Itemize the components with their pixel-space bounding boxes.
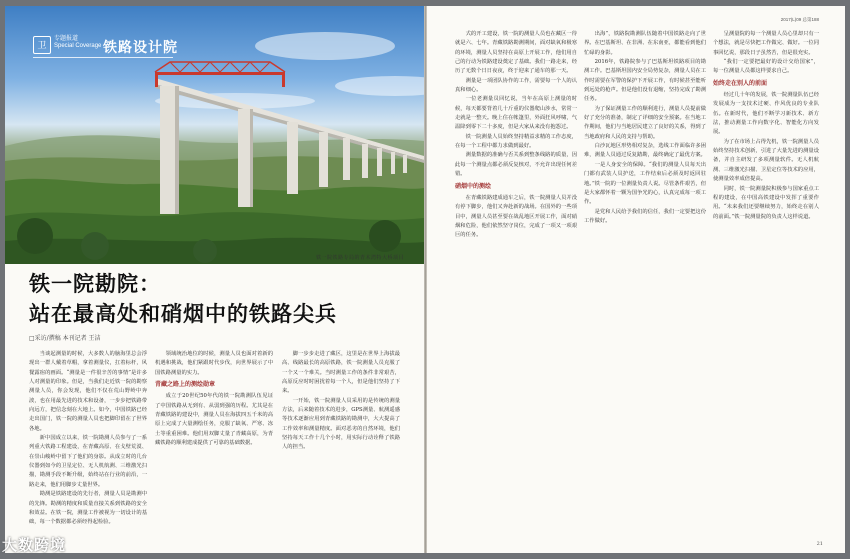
page-number: 21 bbox=[816, 541, 823, 547]
column-badge: 卫 bbox=[33, 36, 51, 54]
header-divider bbox=[33, 57, 173, 58]
paragraph: 成立于20世纪50年代的铁一院勘测队伍见证了中国铁路从无到有、从弱到强的历程。尤其是在青藏铁路的建设中，测量人员在海拔四五千米的高原上完成了大量测绘任务，克服了缺氧、严寒、冻土等重重困难。他们用双脚丈量了青藏高原，为青藏铁路的顺利建成提供了可靠的基础数据。 bbox=[155, 393, 273, 447]
paragraph: 当谈起测量的时候，大多数人的脑海里总会浮现出一群人戴着草帽，拿着测量仪，扛着标杆，风餐露宿的画面。“测量是一件很辛苦的事情”是许多人对测量的印象。但是，当我们走近铁一院的勘察测量人员，你会发现，他们不仅在荒山野岭中奔波，也在用最先进的技术和设备，一步步把铁路带向远方，把信念刻在大地上。如今，中国铁路已经走出国门，铁一院的测量人员也把脚印留在了世界各地。 bbox=[29, 351, 147, 432]
paragraph: 新中国成立以来，铁一院勘测人员参与了一系列重大铁路工程建设，在青藏高原、在戈壁荒漠、在崇山峻岭中留下了他们的身影。从成立时的几台仪器到如今的卫星定位、无人机航测、三维激光扫描，勘测手段不断升级，始终站在行业的前沿，一路走来，他们用脚步丈量世界。 bbox=[29, 435, 147, 488]
paragraph: 式的开工建设，铁一院的测量人员也在藏区一待就是六、七年。青藏铁路勘测期间，面对缺氧和极寒的环境，测量人员坚持在高原上开展工作，他们用自己的行动为铁路建设奠定了基础。我们一路走来，经历了无数个日日夜夜，终于迎来了通车的那一天。 bbox=[455, 31, 577, 75]
paragraph: 测量是一项团队协作的工作，需要每一个人的认真和细心。 bbox=[455, 77, 577, 94]
paragraph: 勘测是铁路建设的先行者，测量人员是勘测中的先锋。勘测的精度和质量直接关系到铁路的安全和效益。在铁一院，测量工作被视为一切设计的基础，每一个数据都必须经得起检验。 bbox=[29, 491, 147, 526]
issue-info: 2017(L)09 总第188 bbox=[780, 17, 819, 22]
paragraph: 一位老测量员回忆说，当年在高原上测量的时候，每天都要背着几十斤重的仪器爬山涉水，常常一走就是一整天。晚上住在帐篷里，外面狂风呼啸，气温降到零下二十多度，但是大家从来没有抱怨过。 bbox=[455, 96, 577, 131]
paragraph: 铁一院测量人员始终坚持精益求精的工作态度，在每一个工程中都力求做到最好。 bbox=[455, 133, 577, 150]
section-title: 铁路设计院 bbox=[103, 39, 178, 55]
body-column-4 bbox=[455, 30, 577, 538]
paragraph: 脚一步步走进了藏区，这里是在世界上海拔最高、线路最长的高原铁路，铁一院测量人员克服了一个又一个难关。当时测量工作的条件非常艰苦，高原反应时时困扰着每一个人，但是他们坚持了下来。 bbox=[282, 351, 400, 395]
article-title-line2: 站在最高处和硝烟中的铁路尖兵 bbox=[29, 303, 337, 326]
body-column-5 bbox=[584, 30, 706, 538]
paragraph: 经过几十年的发展，铁一院测量队伍已经发展成为一支技术过硬、作风优良的专业队伍。在新时代，他们不断学习新技术、新方法，推动测量工作向数字化、智能化方向发展。 bbox=[713, 92, 819, 136]
paragraph: 是党和人民给予我们的信任，我们一定要把这份工作做好。 bbox=[584, 208, 706, 224]
paragraph: “我们一定要把最好的设计交给国家”，每一位测量人员都这样要求自己。 bbox=[713, 59, 819, 75]
watermark-logo: 大数跨境 bbox=[2, 537, 67, 554]
paragraph: 测量数据的准确与否关系到整条线路的质量，因此每一个测量点都必须反复核对，不允许出现任何差错。 bbox=[455, 152, 577, 178]
paragraph: 呈测量院的每一个测量人员心里却只有一个想法，就是尽快把工作做完、做好。一位同事回忆说，那段日子虽然苦，但是很充实。 bbox=[713, 31, 819, 56]
paragraph: 白沙瓦地区形势相对复杂，选线工作面临许多困难，测量人员通过反复踏勘，最终确定了最优方案。 bbox=[584, 143, 706, 159]
body-column-6 bbox=[713, 30, 819, 538]
body-column-1 bbox=[29, 350, 147, 545]
paragraph: 一是人身安全的保障。“我们的测量人员每天出门都有武装人员护送，工作结束后必须及时返回驻地。”铁一院的一位测量负责人说。尽管条件艰苦，但是大家都怀着一颗为国争光的心，认真完成每一项工作。 bbox=[584, 161, 706, 206]
subheading: 青藏之路上的测绘勋章 bbox=[155, 382, 216, 389]
paragraph: 为了保证测量工作的顺利进行，测量人员提前做好了充分的准备，制定了详细的安全预案。在当地工作期间，他们与当地居民建立了良好的关系，得到了当地政府和人民的支持与帮助。 bbox=[584, 105, 706, 140]
paragraph: 出海”，铁路院勘测队伍随着中国铁路走向了世界。在巴基斯坦、在非洲、在东南亚，都能看到他们忙碌的身影。 bbox=[584, 31, 706, 56]
paragraph: 一开始，铁一院测量人员采用的是传统的测量方法，后来随着技术的进步，GPS测量、航测遥感等技术逐渐应用到青藏铁路的勘测中，大大提高了工作效率和测量精度。面对恶劣的自然环境，他们坚持每天工作十几个小时，用实际行动诠释了铁路人的担当。 bbox=[282, 397, 400, 451]
paragraph: 2016年，铁路院参与了巴基斯坦铁路项目的勘测工作。巴基斯坦国内安全局势复杂，测量人员在工作时需要在军警的保护下开展工作，有时候甚至能听到远处的枪声。但是他们没有退缩，坚持完成了勘测任务。 bbox=[584, 59, 706, 103]
subheading: 始终走在别人的前面 bbox=[713, 80, 768, 87]
article-title-line1: 铁一院勘院： bbox=[29, 273, 161, 296]
paragraph: 在青藏铁路建成通车之后，铁一院测量人员并没有停下脚步，他们又奔赴新的战场。在国外的一些项目中，测量人员甚至要在战乱地区开展工作，面对硝烟和危险，他们依然坚守岗位，完成了一项又一项艰巨的任务。 bbox=[455, 194, 577, 239]
paragraph: 为了在市场上占得先机，铁一院测量人员始终坚持技术创新，引进了大量先进的测量设备，并自主研发了多项测量软件。无人机航测、三维激光扫描、卫星定位等技术的应用，使测量效率成倍提高。 bbox=[713, 138, 819, 183]
paragraph: 同时，铁一院测量院积极参与国家重点工程的建设，在中国高铁建设中发挥了重要作用。“未来我们还要继续努力，始终走在别人的前面。”铁一院测量院的负责人这样说道。 bbox=[713, 185, 819, 220]
left-page bbox=[5, 6, 424, 553]
paragraph: 领域统治地位的时候，测量人员也面对着新的机遇和挑战，他们紧跟时代步伐，向世界展示了中国铁路测量的实力。 bbox=[155, 351, 273, 376]
body-column-2 bbox=[155, 350, 273, 545]
byline: □采访/撰稿 本刊记者 王洁 bbox=[29, 335, 101, 342]
subheading: 硝烟中的测绘 bbox=[455, 183, 492, 190]
body-column-3 bbox=[282, 350, 400, 545]
right-page bbox=[427, 6, 845, 553]
special-coverage-label: 专题报道 Special Coverage bbox=[54, 36, 102, 49]
photo-caption: 铁一院铁路专局的青木湾特大桥项目 bbox=[315, 255, 404, 261]
